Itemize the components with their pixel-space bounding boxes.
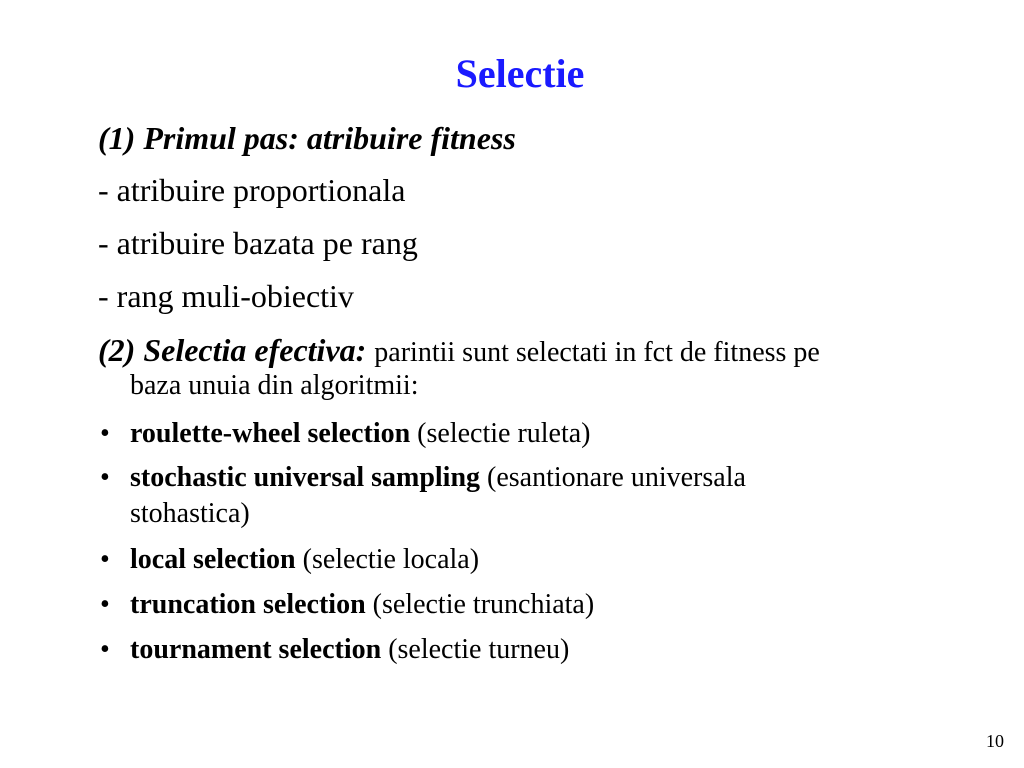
step2-text-line2: baza unuia din algoritmii: (130, 370, 419, 401)
bullet-icon: • (100, 589, 110, 620)
step2-heading: (2) Selectia efectiva: (98, 332, 367, 368)
bullet-desc: (selectie locala) (302, 544, 480, 575)
step2-text-line1: parintii sunt selectati in fct de fitness pe (374, 337, 820, 368)
bullet-desc: (selectie turneu) (388, 634, 570, 665)
step2-paragraph (98, 332, 820, 371)
bullet-term: tournament selection (130, 634, 382, 665)
bullet-desc: (selectie trunchiata) (372, 589, 595, 620)
bullet-term: roulette-wheel selection (130, 418, 411, 449)
step1-heading: (1) Primul pas: atribuire fitness (98, 120, 516, 156)
bullet-term: stochastic universal sampling (130, 462, 481, 493)
slide-title: Selectie (455, 51, 585, 96)
bullet-term: truncation selection (130, 589, 366, 620)
bullet-icon: • (100, 634, 110, 665)
bullet-icon: • (100, 418, 110, 449)
bullet-desc: (selectie ruleta) (417, 418, 591, 449)
step1-item-rank: - atribuire bazata pe rang (98, 225, 418, 261)
bullet-icon: • (100, 462, 110, 493)
bullet-icon: • (100, 544, 110, 575)
bullet-term: local selection (130, 544, 296, 575)
bullet-desc: (esantionare universala (487, 462, 746, 493)
step1-item-proportional: - atribuire proportionala (98, 172, 406, 208)
bullet-desc-continuation: stohastica) (130, 498, 250, 529)
step1-item-multiobjective: - rang muli-obiectiv (98, 278, 354, 314)
page-number: 10 (986, 731, 1004, 751)
